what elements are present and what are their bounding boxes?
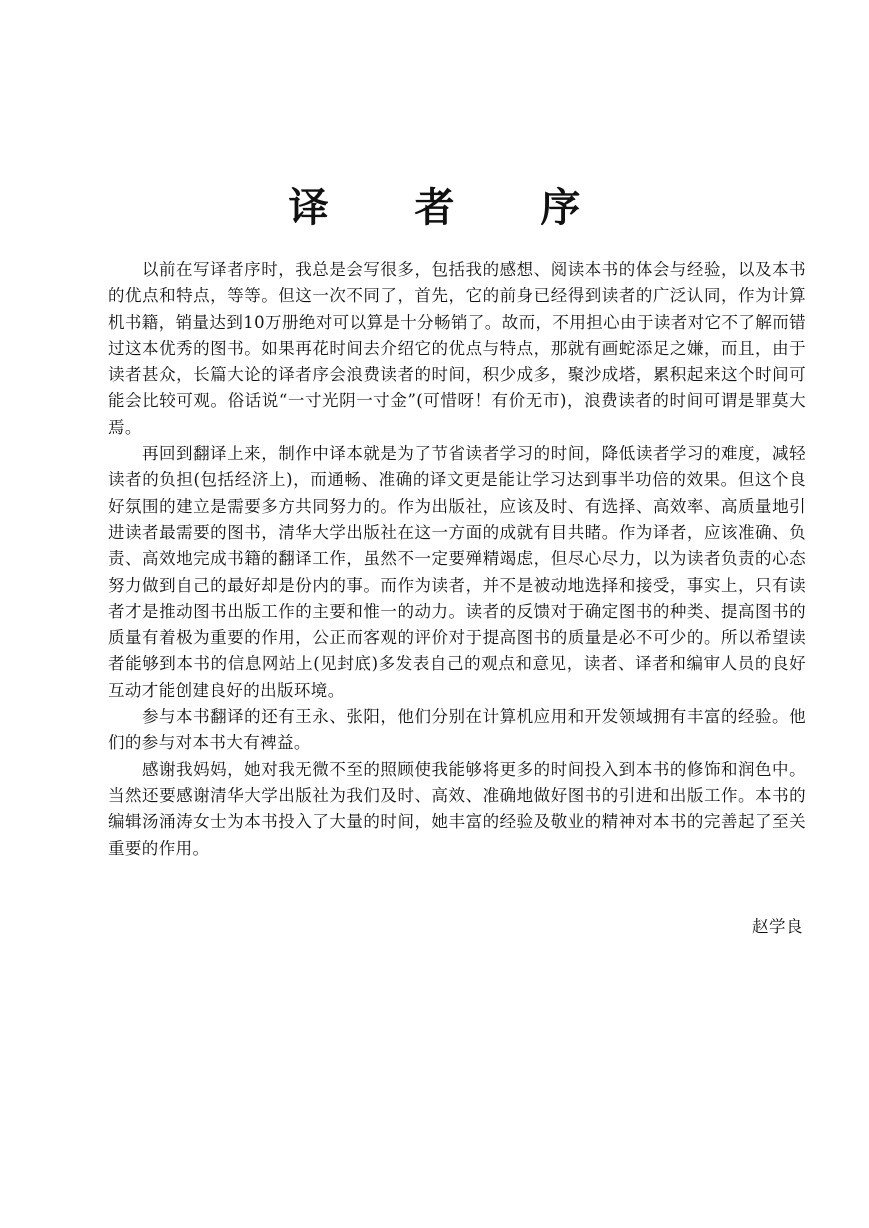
translator-signature: 赵学良 [752, 917, 803, 936]
paragraph-3: 参与本书翻译的还有王永、张阳，他们分别在计算机应用和开发领域拥有丰富的经验。他们的参与对本书大有裨益。 [108, 707, 806, 753]
preface-body [108, 257, 806, 862]
paragraph-1: 以前在写译者序时，我总是会写很多，包括我的感想、阅读本书的体会与经验，以及本书的优点和特点，等等。但这一次不同了，首先，它的前身已经得到读者的广泛认同，作为计算机书籍，销量达到10万册绝对可以算是十分畅销了。故而，不用担心由于读者对它不了解而错过这本优秀的图书。如果再花时间去介绍它的优点与特点，那就有画蛇添足之嫌，而且，由于读者甚众，长篇大论的译者序会浪费读者的时间，积少成多，聚沙成塔，累积起来这个时间可能会比较可观。俗话说“一寸光阴一寸金”(可惜呀！有价无市)，浪费读者的时间可谓是罪莫大焉。 [108, 260, 806, 437]
paragraph-2: 再回到翻译上来，制作中译本就是为了节省读者学习的时间，降低读者学习的难度，减轻读者的负担(包括经济上)，而通畅、准确的译文更是能让学习达到事半功倍的效果。但这个良好氛围的建立是需要多方共同努力的。作为出版社，应该及时、有选择、高效率、高质量地引进读者最需要的图书，清华大学出版社在这一方面的成就有目共睹。作为译者，应该准确、负责、高效地完成书籍的翻译工作，虽然不一定要殚精竭虑，但尽心尽力，以为读者负责的心态努力做到自己的最好却是份内的事。而作为读者，并不是被动地选择和接受，事实上，只有读者才是推动图书出版工作的主要和惟一的动力。读者的反馈对于确定图书的种类、提高图书的质量有着极为重要的作用，公正而客观的评价对于提高图书的质量是必不可少的。所以希望读者能够到本书的信息网站上(见封底)多发表自己的观点和意见，读者、译者和编审人员的良好互动才能创建良好的出版环境。 [108, 444, 806, 700]
paragraph-4: 感谢我妈妈，她对我无微不至的照顾使我能够将更多的时间投入到本书的修饰和润色中。当然还要感谢清华大学出版社为我们及时、高效、准确地做好图书的引进和出版工作。本书的编辑汤涌涛女士为本书投入了大量的时间，她丰富的经验及敬业的精神对本书的完善起了至关重要的作用。 [108, 759, 806, 858]
page-title: 译 者 序 [288, 184, 617, 231]
